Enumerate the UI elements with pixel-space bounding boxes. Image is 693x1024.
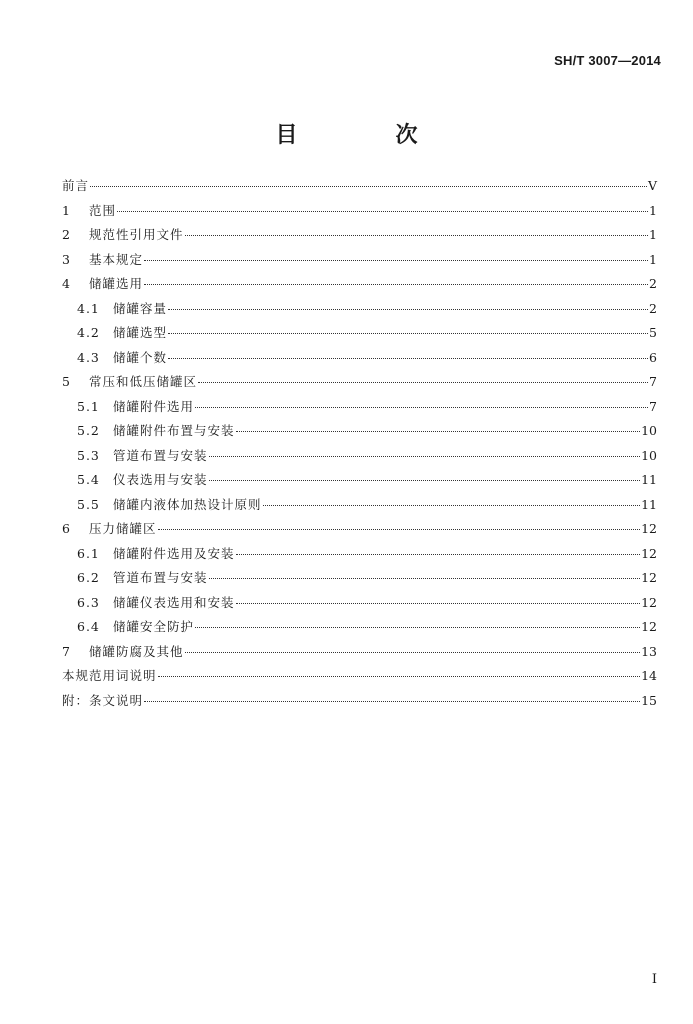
toc-entry[interactable]: [62, 272, 657, 297]
dot-leader: [158, 529, 641, 530]
toc-entry-page: 7: [649, 374, 657, 389]
dot-leader: [168, 333, 648, 334]
toc-entry[interactable]: [62, 444, 657, 469]
toc-entry[interactable]: [62, 370, 657, 395]
toc-entry-page: V: [647, 178, 657, 193]
toc-entry-page: 11: [641, 472, 657, 487]
toc-entry-number: 5: [62, 374, 71, 389]
toc-entry[interactable]: [62, 664, 657, 689]
table-of-contents: [62, 174, 657, 713]
dot-leader: [195, 627, 640, 628]
toc-entry[interactable]: [62, 517, 657, 542]
toc-entry-page: 7: [649, 398, 657, 414]
toc-entry-number: 5.5: [77, 496, 100, 512]
toc-entry-label: 储罐附件选用及安装: [113, 545, 235, 561]
toc-entry[interactable]: [62, 591, 657, 616]
toc-entry-page: 2: [649, 300, 657, 316]
dot-leader: [209, 480, 641, 481]
toc-entry-label: 压力储罐区: [89, 521, 157, 536]
header-code: SH/T 3007—2014: [554, 53, 661, 68]
toc-entry-label: 规范性引用文件: [89, 227, 184, 242]
toc-entry[interactable]: [62, 297, 657, 322]
toc-entry-page: 10: [641, 423, 657, 438]
dot-leader: [185, 235, 648, 236]
dot-leader: [168, 358, 648, 359]
toc-entry[interactable]: [62, 346, 657, 371]
toc-entry-page: 6: [649, 349, 657, 365]
toc-entry[interactable]: [62, 419, 657, 444]
toc-entry-label: 储罐个数: [113, 349, 168, 365]
toc-entry-number: 6: [62, 521, 71, 536]
dot-leader: [263, 505, 641, 506]
toc-entry-label: 仪表选用与安装: [113, 472, 208, 487]
toc-entry-number: 6.1: [77, 545, 100, 561]
toc-entry-page: 15: [641, 692, 657, 708]
dot-leader: [117, 211, 648, 212]
toc-entry-number: 5.4: [77, 472, 100, 487]
toc-entry-page: 12: [641, 521, 657, 536]
toc-entry-page: 11: [641, 496, 657, 512]
toc-entry-label: 储罐附件选用: [113, 398, 195, 414]
toc-entry-label: 本规范用词说明: [62, 668, 157, 683]
toc-entry[interactable]: [62, 640, 657, 665]
toc-entry-label: 范围: [89, 202, 117, 218]
toc-entry-label: 储罐安全防护: [113, 619, 195, 634]
toc-entry-page: 1: [649, 251, 657, 267]
toc-entry-page: 5: [649, 325, 657, 340]
toc-entry-page: 12: [641, 545, 657, 561]
toc-entry[interactable]: [62, 395, 657, 420]
toc-entry[interactable]: [62, 199, 657, 224]
dot-leader: [185, 652, 641, 653]
toc-entry-page: 1: [649, 202, 657, 218]
toc-entry[interactable]: [62, 468, 657, 493]
toc-entry-label: 储罐仪表选用和安装: [113, 594, 235, 610]
toc-entry-number: 3: [62, 251, 71, 267]
toc-entry[interactable]: [62, 542, 657, 567]
toc-entry-page: 2: [649, 276, 657, 291]
dot-leader: [144, 284, 648, 285]
toc-entry-number: 2: [62, 227, 71, 242]
toc-entry-label: 管道布置与安装: [113, 447, 208, 463]
toc-entry[interactable]: [62, 689, 657, 714]
toc-entry-number: 7: [62, 643, 71, 659]
toc-entry-number: 4.3: [77, 349, 100, 365]
dot-leader: [168, 309, 648, 310]
dot-leader: [209, 456, 641, 457]
toc-entry-label: 储罐附件布置与安装: [113, 423, 235, 438]
toc-entry-number: 5.1: [77, 398, 100, 414]
toc-entry-number: 4.2: [77, 325, 100, 340]
toc-entry-label: 附：条文说明: [62, 692, 144, 708]
toc-entry-label: 储罐防腐及其他: [89, 643, 184, 659]
dot-leader: [198, 382, 648, 383]
toc-entry-label: 管道布置与安装: [113, 570, 208, 585]
dot-leader: [144, 701, 640, 702]
toc-entry-label: 储罐选用: [89, 276, 144, 291]
toc-entry-label: 储罐容量: [113, 300, 168, 316]
toc-entry[interactable]: [62, 248, 657, 273]
toc-entry-number: 6.3: [77, 594, 100, 610]
toc-entry-number: 4: [62, 276, 71, 291]
toc-entry-number: 4.1: [77, 300, 100, 316]
toc-entry-label: 前言: [62, 178, 90, 193]
dot-leader: [90, 186, 647, 187]
toc-entry-page: 13: [641, 643, 657, 659]
toc-entry[interactable]: [62, 615, 657, 640]
toc-entry[interactable]: [62, 321, 657, 346]
dot-leader: [236, 603, 641, 604]
page-title: 目 次: [275, 122, 456, 148]
dot-leader: [195, 407, 648, 408]
toc-entry-label: 储罐选型: [113, 325, 168, 340]
toc-entry-number: 6.2: [77, 570, 100, 585]
dot-leader: [236, 554, 641, 555]
toc-entry-page: 12: [641, 594, 657, 610]
dot-leader: [236, 431, 641, 432]
toc-entry-number: 1: [62, 202, 71, 218]
toc-entry-page: 12: [641, 570, 657, 585]
toc-entry-page: 1: [649, 227, 657, 242]
toc-entry-number: 6.4: [77, 619, 100, 634]
toc-entry-page: 10: [641, 447, 657, 463]
toc-entry-number: 5.2: [77, 423, 100, 438]
toc-entry-number: 5.3: [77, 447, 100, 463]
toc-entry-page: 12: [641, 619, 657, 634]
toc-entry-page: 14: [641, 668, 657, 683]
toc-entry[interactable]: [62, 493, 657, 518]
toc-entry-label: 常压和低压储罐区: [89, 374, 198, 389]
dot-leader: [144, 260, 648, 261]
toc-entry[interactable]: [62, 566, 657, 591]
toc-entry[interactable]: [62, 174, 657, 199]
dot-leader: [209, 578, 641, 579]
toc-entry-label: 基本规定: [89, 251, 144, 267]
toc-entry[interactable]: [62, 223, 657, 248]
footer-page-number: I: [651, 972, 657, 987]
toc-entry-label: 储罐内液体加热设计原则: [113, 496, 262, 512]
dot-leader: [158, 676, 641, 677]
